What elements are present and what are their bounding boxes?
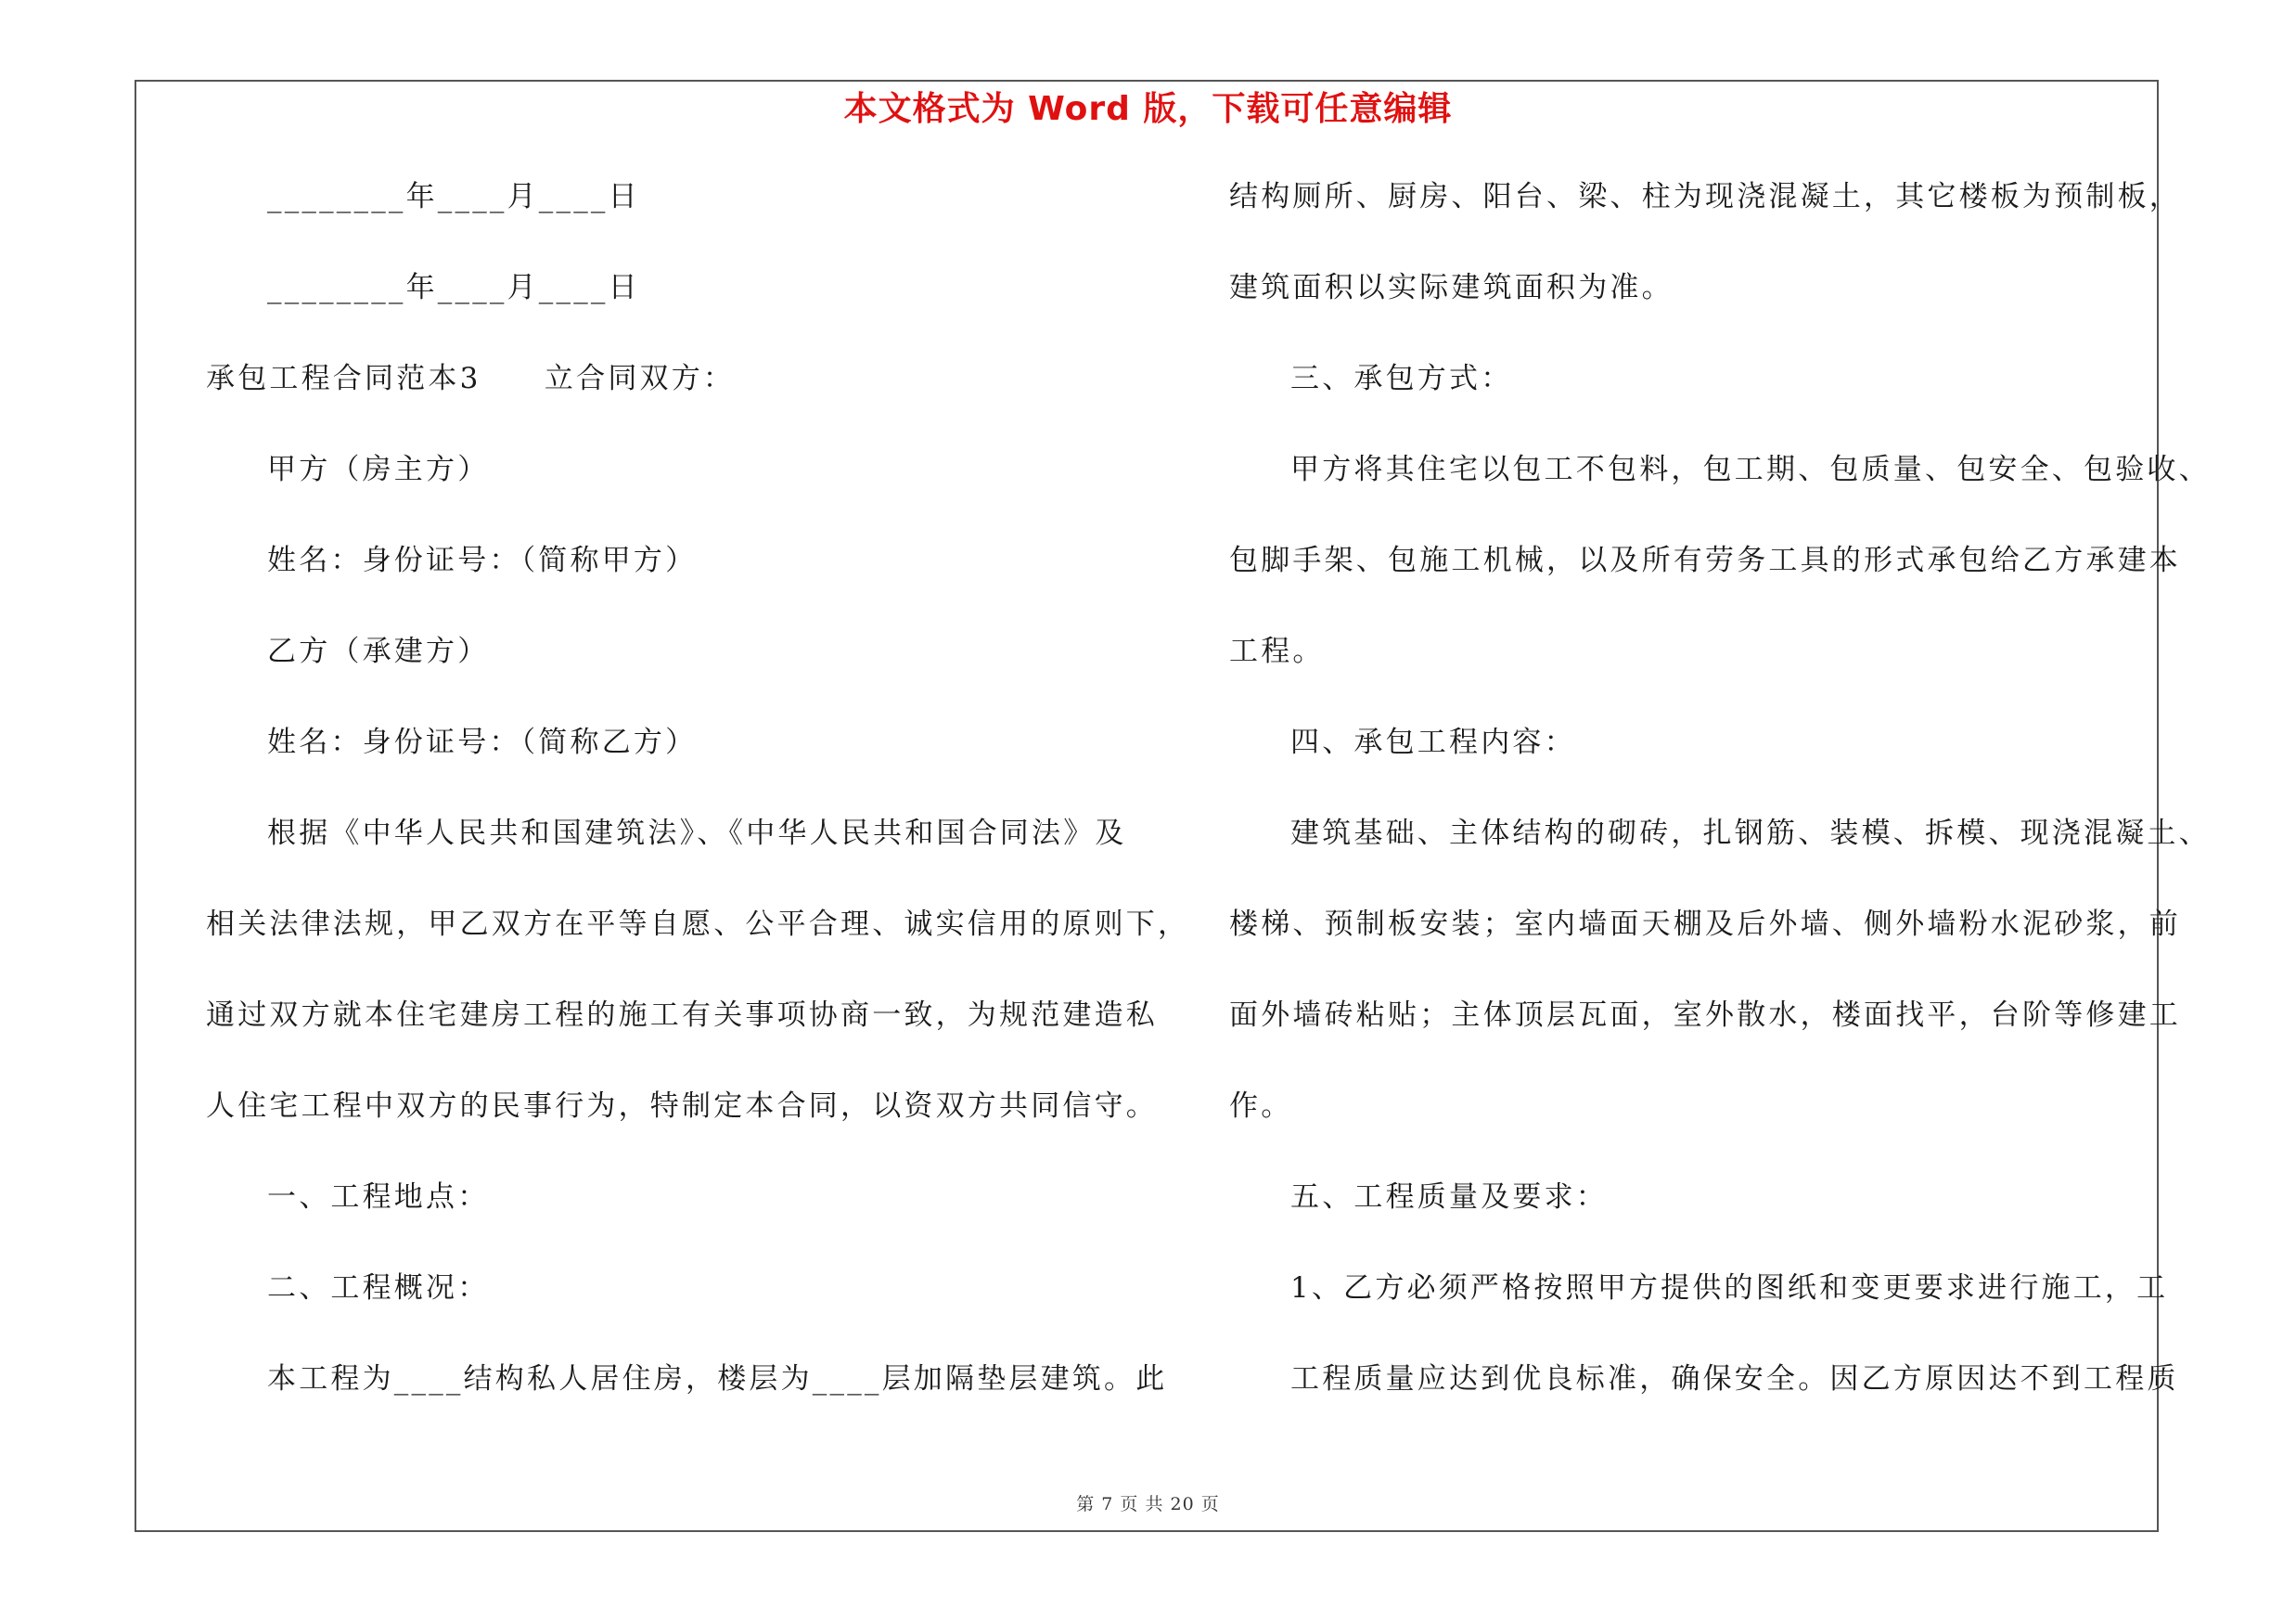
left-column-line: ________年____月____日 [267, 180, 640, 213]
right-column-line: 建筑基础、主体结构的砌砖，扎钢筋、装模、拆模、现浇混凝土、 [1290, 817, 2211, 850]
left-column-line: 相关法律法规，甲乙双方在平等自愿、公平合理、诚实信用的原则下， [206, 908, 1190, 941]
right-column-line: 甲方将其住宅以包工不包料，包工期、包质量、包安全、包验收、 [1290, 453, 2211, 486]
word-format-notice: 本文格式为 Word 版，下载可任意编辑 [843, 90, 1453, 128]
right-column-line: 四、承包工程内容： [1290, 726, 1576, 759]
right-column-line: 建筑面积以实际建筑面积为准。 [1229, 271, 1674, 304]
left-column-line: 人住宅工程中双方的民事行为，特制定本合同，以资双方共同信守。 [206, 1089, 1158, 1123]
left-column-line: 根据《中华人民共和国建筑法》、《中华人民共和国合同法》及 [267, 817, 1127, 850]
right-column-line: 楼梯、预制板安装；室内墙面天棚及后外墙、侧外墙粉水泥砂浆，前 [1229, 908, 2181, 941]
right-column-line: 结构厕所、厨房、阳台、梁、柱为现浇混凝土，其它楼板为预制板， [1229, 180, 2181, 213]
left-column-line: 通过双方就本住宅建房工程的施工有关事项协商一致，为规范建造私 [206, 998, 1158, 1032]
right-column-line: 作。 [1229, 1089, 1293, 1123]
right-column-line: 包脚手架、包施工机械，以及所有劳务工具的形式承包给乙方承建本 [1229, 544, 2181, 577]
right-column-line: 1、乙方必须严格按照甲方提供的图纸和变更要求进行施工，工 [1290, 1271, 2169, 1305]
left-column-line: 乙方（承建方） [267, 635, 490, 668]
left-column-line: 姓名：身份证号：（简称乙方） [267, 726, 698, 759]
left-column-line: 姓名：身份证号：（简称甲方） [267, 544, 698, 577]
left-column-line: 甲方（房主方） [267, 453, 490, 486]
left-column-line: 承包工程合同范本3 立合同双方： [206, 362, 736, 395]
left-column-line: 本工程为____结构私人居住房，楼层为____层加隔垫层建筑。此 [267, 1362, 1168, 1396]
right-column-line: 工程质量应达到优良标准，确保安全。因乙方原因达不到工程质 [1290, 1362, 2179, 1396]
left-column-line: ________年____月____日 [267, 271, 640, 304]
right-column-line: 三、承包方式： [1290, 362, 1513, 395]
right-column-line: 工程。 [1229, 635, 1325, 668]
left-column-line: 二、工程概况： [267, 1271, 490, 1305]
left-column-line: 一、工程地点： [267, 1180, 490, 1214]
page-number-footer: 第 7 页 共 20 页 [1076, 1494, 1220, 1514]
right-column-line: 面外墙砖粘贴；主体顶层瓦面，室外散水，楼面找平，台阶等修建工 [1229, 998, 2181, 1032]
right-column-line: 五、工程质量及要求： [1290, 1180, 1608, 1214]
